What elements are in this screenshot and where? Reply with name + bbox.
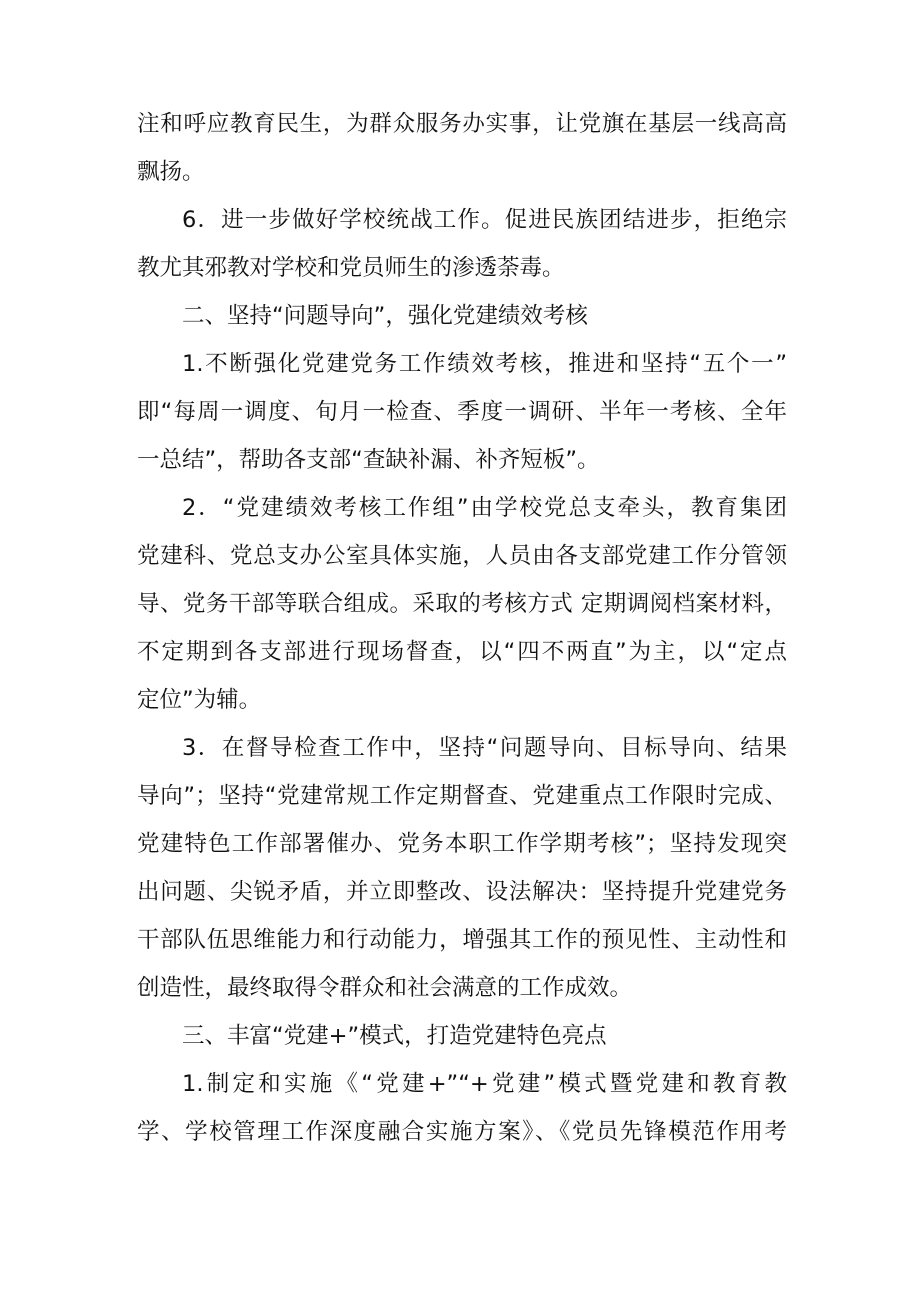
- text-line: 学、学校管理工作深度融合实施方案》、《党员先锋模范作用考: [137, 1119, 787, 1145]
- text-line: 党建特色工作部署催办、党务本职工作学期考核”；坚持发现突: [137, 831, 787, 857]
- text-line: 创造性，最终取得令群众和社会满意的工作成效。: [137, 975, 633, 1001]
- section-heading: 二、坚持“问题导向”，强化党建绩效考核: [182, 303, 588, 329]
- text-line: 定位”为辅。: [137, 687, 262, 713]
- text-line: 干部队伍思维能力和行动能力，增强其工作的预见性、主动性和: [137, 927, 787, 953]
- text-line: 导向”；坚持“党建常规工作定期督查、党建重点工作限时完成、: [137, 783, 787, 809]
- section-heading: 三、丰富“党建+”模式，打造党建特色亮点: [182, 1023, 607, 1049]
- text-line: 即“每周一调度、旬月一检查、季度一调研、半年一考核、全年: [137, 399, 787, 425]
- text-line: 教尤其邪教对学校和党员师生的渗透荼毒。: [137, 255, 565, 281]
- text-line: 一总结”，帮助各支部“查缺补漏、补齐短板”。: [137, 447, 600, 473]
- text-line: 不定期到各支部进行现场督查，以“四不两直”为主，以“定点: [137, 639, 787, 665]
- text-line: 党建科、党总支办公室具体实施，人员由各支部党建工作分管领: [137, 543, 787, 569]
- text-line: 导、党务干部等联合组成。采取的考核方式 定期调阅档案材料，: [137, 591, 787, 617]
- text-line: 3．在督导检查工作中，坚持“问题导向、目标导向、结果: [182, 735, 787, 761]
- body-text: [137, 100, 787, 1156]
- text-line: 飘扬。: [137, 159, 205, 185]
- text-line: 注和呼应教育民生，为群众服务办实事，让党旗在基层一线高高: [137, 111, 787, 137]
- text-line: 6．进一步做好学校统战工作。促进民族团结进步，拒绝宗: [182, 207, 787, 233]
- text-line: 1.不断强化党建党务工作绩效考核，推进和坚持“五个一”: [182, 351, 787, 377]
- text-line: 1.制定和实施《“党建+”“+党建”模式暨党建和教育教: [182, 1071, 787, 1097]
- text-line: 2．“党建绩效考核工作组”由学校党总支牵头，教育集团: [182, 495, 787, 521]
- text-line: 出问题、尖锐矛盾，并立即整改、设法解决：坚持提升党建党务: [137, 879, 787, 905]
